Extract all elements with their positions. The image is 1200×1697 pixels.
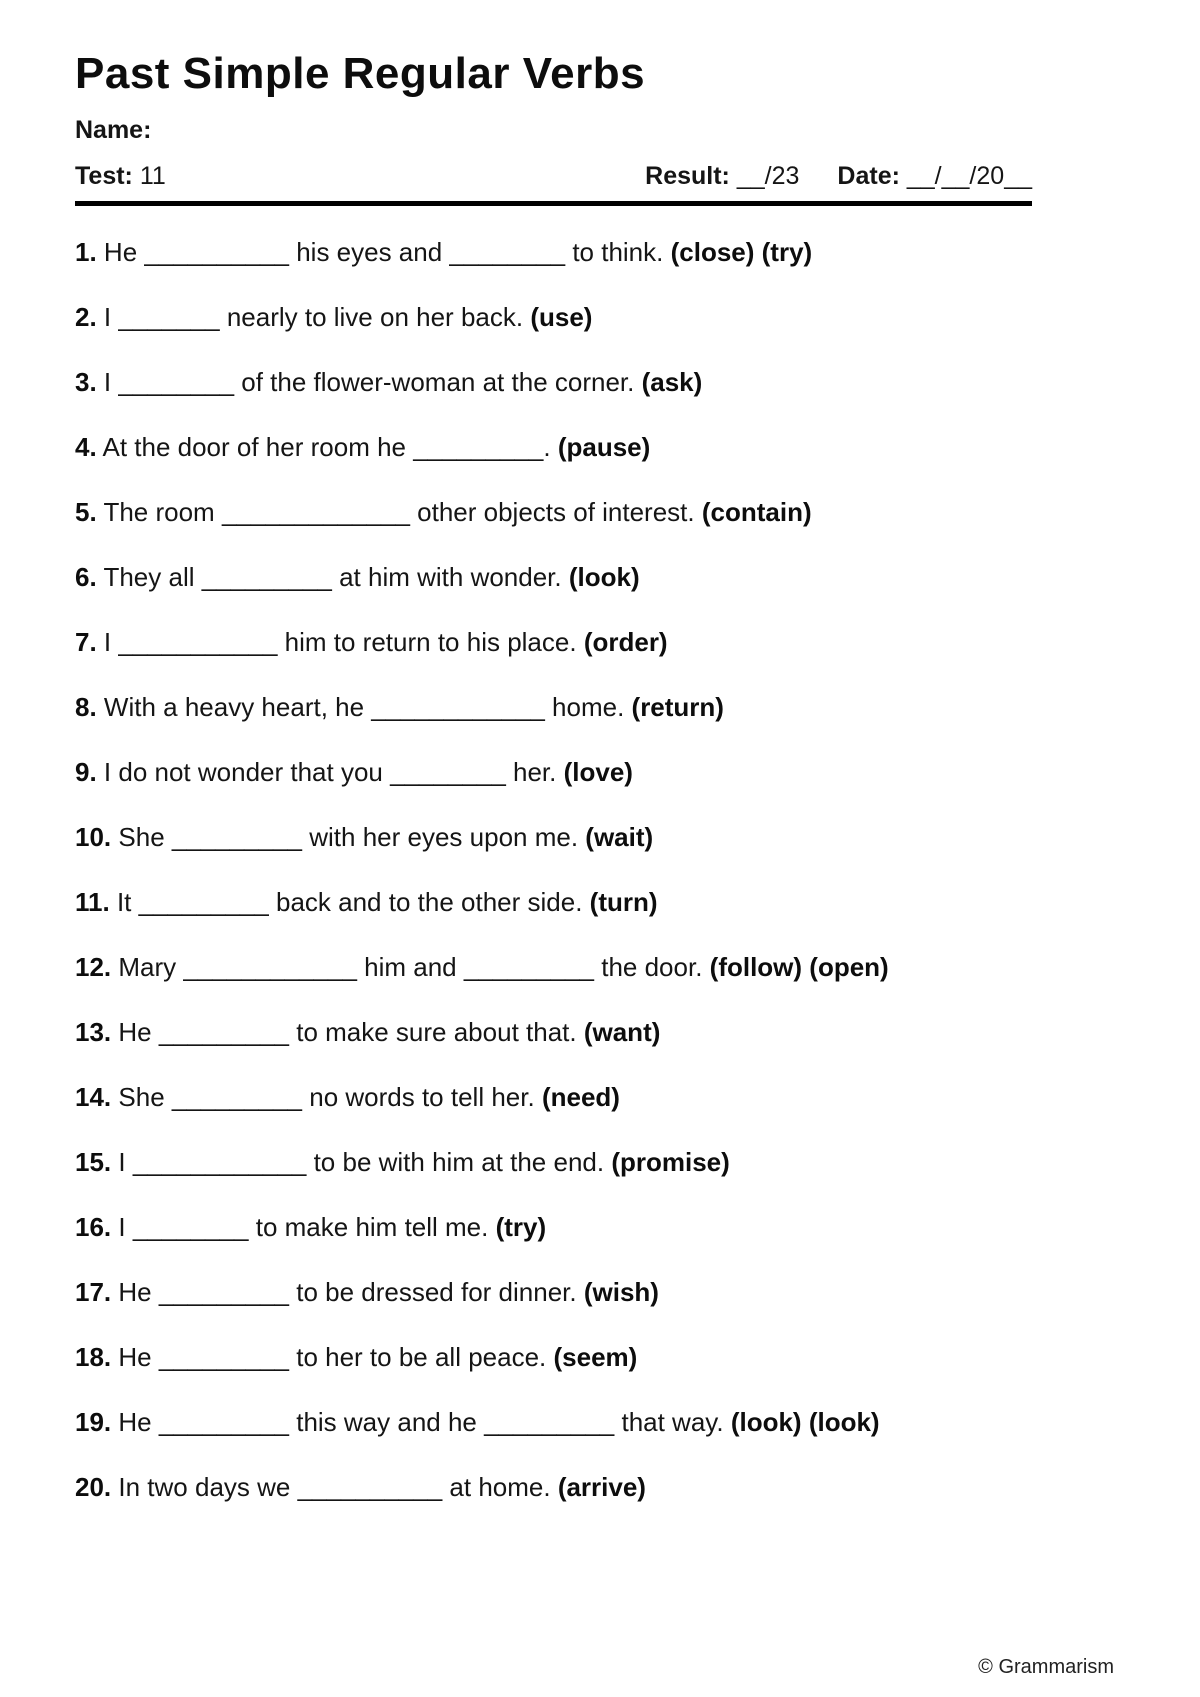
question-text: Mary ____________ him and _________ the door. [118,952,703,983]
name-label: Name: [75,116,152,145]
question-number: 18. [75,1342,112,1373]
question-item [75,237,1125,267]
question-text: I do not wonder that you ________ her. [103,757,557,788]
question-item [75,887,1125,917]
question-text: In two days we __________ at home. [118,1472,551,1503]
question-item [75,432,1125,462]
worksheet-title: Past Simple Regular Verbs [75,49,646,98]
verb-hint: (arrive) [557,1472,646,1503]
date-value: __/__/20__ [906,162,1032,191]
result-label: Result: [645,162,730,191]
verb-hint: (turn) [589,887,658,918]
question-text: I ___________ him to return to his place. [103,627,577,658]
question-text: I ________ of the flower-woman at the corner. [103,367,635,398]
question-text: She _________ no words to tell her. [118,1082,535,1113]
question-item [75,692,1125,722]
name-row [75,116,1125,145]
verb-hint: (return) [631,692,724,723]
question-text: He _________ to be dressed for dinner. [118,1277,577,1308]
result-group [645,162,799,191]
verb-hint: (seem) [553,1342,638,1373]
questions-list [75,237,1125,1502]
question-number: 1. [75,237,97,268]
question-number: 15. [75,1147,112,1178]
question-item [75,1212,1125,1242]
question-item [75,1472,1125,1502]
test-group [75,162,166,191]
question-number: 17. [75,1277,112,1308]
question-item [75,1407,1125,1437]
test-value: 11 [139,162,166,191]
question-text: He _________ this way and he _________ that way. [118,1407,724,1438]
question-text: They all _________ at him with wonder. [103,562,562,593]
question-number: 6. [75,562,97,593]
test-row [75,162,1032,191]
question-number: 12. [75,952,112,983]
copyright-text: © Grammarism [978,1656,1114,1678]
question-item [75,1147,1125,1177]
question-text: At the door of her room he _________. [102,432,551,463]
question-text: He _________ to make sure about that. [118,1017,577,1048]
question-item [75,627,1125,657]
question-number: 8. [75,692,97,723]
question-item [75,952,1125,982]
question-number: 13. [75,1017,112,1048]
question-item [75,1342,1125,1372]
question-text: With a heavy heart, he ____________ home. [103,692,625,723]
verb-hint: (look) [568,562,640,593]
result-value: __/23 [736,162,800,191]
question-number: 19. [75,1407,112,1438]
question-text: It _________ back and to the other side. [116,887,583,918]
question-number: 14. [75,1082,112,1113]
test-label: Test: [75,162,133,191]
question-number: 3. [75,367,97,398]
question-text: I ________ to make him tell me. [118,1212,489,1243]
question-text: He __________ his eyes and ________ to think. [103,237,664,268]
question-number: 9. [75,757,97,788]
question-number: 10. [75,822,112,853]
verb-hint: (need) [541,1082,620,1113]
verb-hint: (wait) [585,822,654,853]
result-date-group [645,162,1032,191]
verb-hint: (wish) [583,1277,659,1308]
question-item [75,497,1125,527]
date-group [837,162,1032,191]
question-item [75,1017,1125,1047]
verb-hint: (try) [495,1212,547,1243]
question-item [75,1082,1125,1112]
verb-hint: (close) (try) [670,237,813,268]
question-text: The room _____________ other objects of interest. [103,497,695,528]
verb-hint: (love) [563,757,633,788]
question-item [75,1277,1125,1307]
verb-hint: (ask) [641,367,703,398]
question-item [75,757,1125,787]
verb-hint: (contain) [701,497,812,528]
question-text: I ____________ to be with him at the end. [118,1147,605,1178]
question-item [75,367,1125,397]
question-number: 7. [75,627,97,658]
question-item [75,562,1125,592]
verb-hint: (promise) [611,1147,730,1178]
verb-hint: (order) [583,627,668,658]
date-label: Date: [837,162,900,191]
verb-hint: (look) (look) [730,1407,880,1438]
verb-hint: (want) [583,1017,661,1048]
question-number: 20. [75,1472,112,1503]
question-text: She _________ with her eyes upon me. [118,822,579,853]
question-text: I _______ nearly to live on her back. [103,302,524,333]
question-number: 5. [75,497,97,528]
question-number: 2. [75,302,97,333]
question-item [75,822,1125,852]
question-item [75,302,1125,332]
question-number: 4. [75,432,97,463]
header-rule [75,201,1032,206]
question-number: 16. [75,1212,112,1243]
verb-hint: (follow) (open) [709,952,889,983]
verb-hint: (pause) [557,432,651,463]
verb-hint: (use) [530,302,593,333]
question-number: 11. [75,887,110,918]
question-text: He _________ to her to be all peace. [118,1342,547,1373]
